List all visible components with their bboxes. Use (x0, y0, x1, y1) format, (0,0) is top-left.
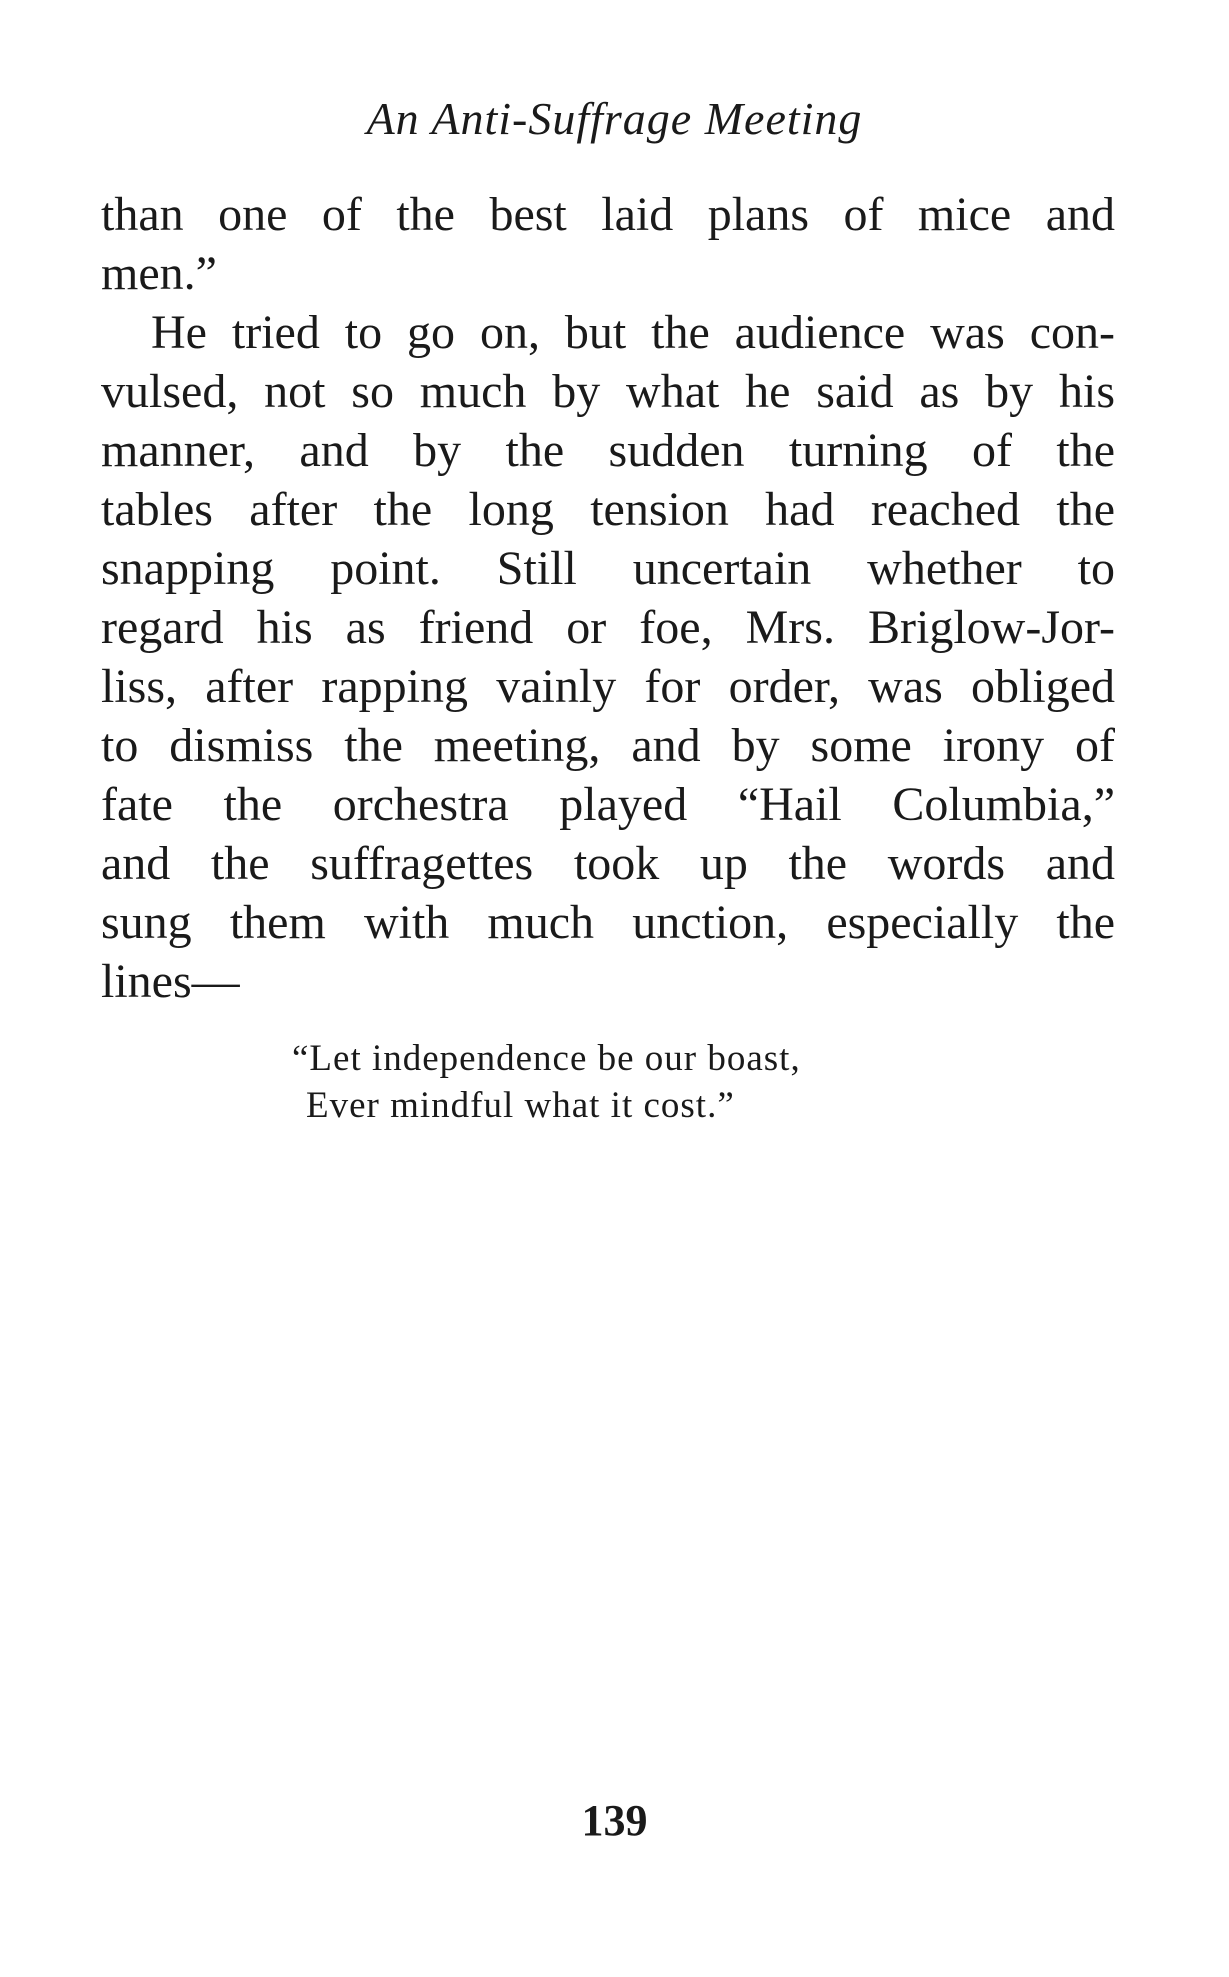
text-line: vulsed, not so much by what he said as by his (101, 365, 1115, 418)
body-text (101, 185, 1115, 1011)
text-line: tables after the long tension had reached the (101, 483, 1115, 536)
text-line: manner, and by the sudden turning of the (101, 424, 1115, 477)
page-number: 139 (581, 1796, 648, 1845)
text-line: He tried to go on, but the audience was con- (151, 306, 1115, 359)
text-line: to dismiss the meeting, and by some irony of (101, 719, 1115, 772)
verse-line: “Let independence be our boast, (292, 1038, 801, 1079)
text-line: regard his as friend or foe, Mrs. Briglow-Jor- (101, 601, 1115, 654)
text-line: men.” (101, 247, 217, 300)
verse-quotation (292, 1035, 992, 1129)
text-line: and the suffragettes took up the words and (101, 837, 1115, 890)
text-line: snapping point. Still uncertain whether to (101, 542, 1115, 595)
text-line: sung them with much unction, especially the (101, 896, 1115, 949)
text-line: fate the orchestra played “Hail Columbia,” (101, 778, 1115, 831)
verse-line: Ever mindful what it cost.” (306, 1085, 735, 1126)
text-line: lines— (101, 955, 240, 1008)
running-head: An Anti-Suffrage Meeting (366, 93, 863, 144)
text-line: liss, after rapping vainly for order, was obliged (101, 660, 1115, 713)
text-line: than one of the best laid plans of mice and (101, 188, 1115, 241)
